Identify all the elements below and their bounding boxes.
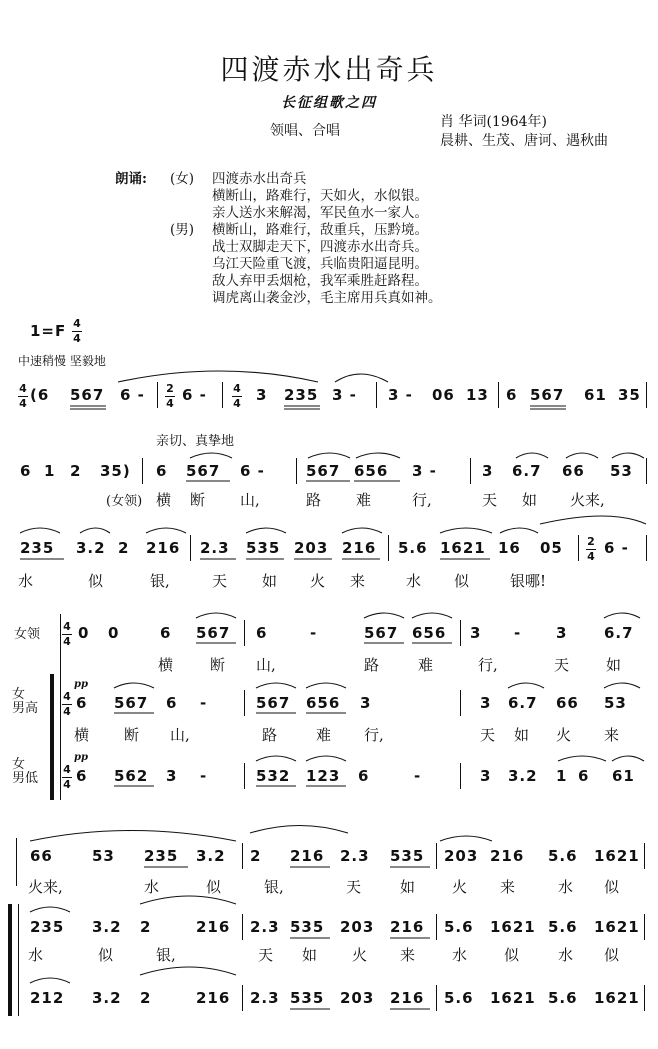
lyric: 难 (418, 656, 434, 674)
lyric: 火 (556, 726, 572, 744)
time-change: 4 4 (233, 382, 241, 410)
lyric: 路 (306, 491, 322, 509)
note-group: 235 (30, 918, 65, 936)
lyric: 天 (212, 572, 228, 590)
key-signature: 1=F (30, 322, 67, 340)
lyric: 天 (258, 946, 274, 964)
note: 6 (358, 767, 370, 785)
note-group: 216 (390, 989, 425, 1007)
note-group: 535 (290, 918, 325, 936)
lyric: 火 (310, 572, 326, 590)
note: 1 (556, 767, 568, 785)
note-group: 656 (306, 694, 341, 712)
note-group: 203 (340, 989, 375, 1007)
note-group: 203 (444, 847, 479, 865)
note: 3 (480, 767, 492, 785)
note-group: 535 (390, 847, 425, 865)
note: 3 (256, 386, 268, 404)
note-group: 203 (294, 539, 329, 557)
note-group: 567 (306, 462, 341, 480)
note-group: 3.2 (196, 847, 226, 865)
lyric: 火 (452, 878, 468, 896)
lyric: 火来, (570, 491, 605, 509)
note: 3 (556, 624, 568, 642)
lyric: 来 (500, 878, 516, 896)
note-group: 3.2 (76, 539, 106, 557)
note-group: 1621 (440, 539, 486, 557)
lyric: 似 (88, 572, 104, 590)
note: 2 (118, 539, 130, 557)
expression-marking: 亲切、真挚地 (156, 434, 235, 449)
lyric: 如 (400, 878, 416, 896)
note: 6 (156, 462, 168, 480)
lyric: 如 (302, 946, 318, 964)
lyric: 水 (28, 946, 44, 964)
note-group: 567 (364, 624, 399, 642)
recitation-label: 朗诵: (115, 171, 147, 187)
lyric: 如 (262, 572, 278, 590)
note-group: 216 (146, 539, 181, 557)
recitation-line: 横断山，路难行，天如火，水似银。 (212, 188, 428, 204)
dynamic-marking: pp (74, 679, 88, 690)
lyric: 如 (514, 726, 530, 744)
note: 2 (70, 462, 82, 480)
note-group: 216 (290, 847, 325, 865)
song-subtitle: 长征组歌之四 (281, 95, 377, 111)
lyric: 似 (98, 946, 114, 964)
note: - (414, 767, 422, 785)
lyric: 水 (558, 878, 574, 896)
lyric: 难 (316, 726, 332, 744)
note: 6 - (120, 386, 145, 404)
lyric: 横 (74, 726, 90, 744)
note-group: 6.7 (508, 694, 538, 712)
lyric: 似 (454, 572, 470, 590)
recitation-line: 亲人送水来解渴，军民鱼水一家人。 (212, 205, 428, 221)
note: 3 (166, 767, 178, 785)
note-group: 16 (498, 539, 521, 557)
note-group: 35) (100, 462, 131, 480)
lyric: 火 (352, 946, 368, 964)
note-group: 1621 (594, 847, 640, 865)
note: 3 - (412, 462, 437, 480)
lyricist-credit: 肖 华词(1964年) (440, 114, 548, 130)
lyric: 银, (264, 878, 284, 896)
note-group: 216 (342, 539, 377, 557)
note: 0 (78, 624, 90, 642)
lyric-tag: (女领) (106, 494, 143, 509)
lyric: 断 (190, 491, 206, 509)
recitation-line: 横断山，路难行，敌重兵，压黔境。 (212, 222, 428, 238)
note: 6 (20, 462, 32, 480)
note: - (310, 624, 318, 642)
lyric: 来 (400, 946, 416, 964)
recitation-line: 战士双脚走天下，四渡赤水出奇兵。 (212, 239, 428, 255)
note-group: 2.3 (250, 918, 280, 936)
lyric: 水 (406, 572, 422, 590)
note: 3 (482, 462, 494, 480)
note: 6 (166, 694, 178, 712)
lyric: 山, (170, 726, 190, 744)
note-group: 567 (70, 386, 105, 404)
recitation-line: 调虎离山袭金沙，毛主席用兵真如神。 (212, 290, 442, 306)
note-group: 5.6 (548, 847, 578, 865)
note-group: 567 (530, 386, 565, 404)
lyric: 如 (606, 656, 622, 674)
lyric: 天 (346, 878, 362, 896)
note-group: 2.3 (200, 539, 230, 557)
note-group: 05 (540, 539, 563, 557)
lyric: 难 (356, 491, 372, 509)
note-group: 66 (30, 847, 53, 865)
note: - (514, 624, 522, 642)
note: 6 (578, 767, 590, 785)
note: 1 (44, 462, 56, 480)
note-group: 5.6 (444, 918, 474, 936)
lyric: 行, (412, 491, 432, 509)
note-group: 216 (490, 847, 525, 865)
note-group: 06 (432, 386, 455, 404)
note-group: 3.2 (508, 767, 538, 785)
note-group: 535 (246, 539, 281, 557)
recitation-line: 四渡赤水出奇兵 (212, 171, 307, 187)
lyric: 水 (18, 572, 34, 590)
note-group: 3.2 (92, 989, 122, 1007)
note-group: 532 (256, 767, 291, 785)
note: - (200, 694, 208, 712)
time-signature-top: 4 (73, 317, 81, 330)
note: 6 (76, 694, 88, 712)
note: (6 (30, 386, 50, 404)
note-group: 1621 (490, 989, 536, 1007)
note-group: 235 (20, 539, 55, 557)
lyric: 行, (364, 726, 384, 744)
note-group: 123 (306, 767, 341, 785)
lyric: 天 (482, 491, 498, 509)
note: 2 (250, 847, 262, 865)
time-signature: 4 4 (63, 620, 71, 648)
lyric: 来 (604, 726, 620, 744)
lyric: 如 (522, 491, 538, 509)
note: 3 - (388, 386, 413, 404)
song-title: 四渡赤水出奇兵 (220, 53, 438, 86)
note-group: 203 (340, 918, 375, 936)
note-group: 535 (290, 989, 325, 1007)
lyric: 银, (150, 572, 170, 590)
lyric: 天 (554, 656, 570, 674)
note-group: 53 (92, 847, 115, 865)
lyric: 断 (210, 656, 226, 674)
note-group: 5.6 (548, 918, 578, 936)
note-group: 35 (618, 386, 641, 404)
note: 2 (140, 918, 152, 936)
lyric: 断 (124, 726, 140, 744)
note: 3 - (332, 386, 357, 404)
note-group: 212 (30, 989, 65, 1007)
note-group: 567 (186, 462, 221, 480)
note-group: 5.6 (444, 989, 474, 1007)
lyric: 路 (262, 726, 278, 744)
note-group: 562 (114, 767, 149, 785)
note: 6 - (240, 462, 265, 480)
composer-credit: 晨耕、生茂、唐诃、遇秋曲 (440, 133, 608, 149)
note-group: 656 (354, 462, 389, 480)
note: 0 (108, 624, 120, 642)
note-group: 1621 (594, 989, 640, 1007)
note-group: 1621 (594, 918, 640, 936)
note: 6 (160, 624, 172, 642)
note-group: 656 (412, 624, 447, 642)
note-group: 2.3 (250, 989, 280, 1007)
lyric: 似 (604, 878, 620, 896)
note: 6 - (604, 539, 629, 557)
note-group: 216 (390, 918, 425, 936)
time-change: 2 4 (166, 382, 174, 410)
note-group: 53 (610, 462, 633, 480)
lyric: 横 (156, 491, 172, 509)
lyric: 天 (480, 726, 496, 744)
note-group: 1621 (490, 918, 536, 936)
note: 6 (76, 767, 88, 785)
note: - (200, 767, 208, 785)
lyric: 似 (504, 946, 520, 964)
lyric: 路 (364, 656, 380, 674)
note-group: 2.3 (340, 847, 370, 865)
lyric: 行, (478, 656, 498, 674)
lyric: 水 (452, 946, 468, 964)
note: 2 (140, 989, 152, 1007)
lyric: 水 (558, 946, 574, 964)
time-signature: 4 4 (63, 763, 71, 791)
note: 3 (360, 694, 372, 712)
part-label-low: 女 男低 (12, 757, 39, 786)
lyric: 银, (156, 946, 176, 964)
note-group: 216 (196, 918, 231, 936)
lyric: 似 (604, 946, 620, 964)
note-group: 13 (466, 386, 489, 404)
lyric: 山, (256, 656, 276, 674)
note: 6 (506, 386, 518, 404)
dynamic-marking: pp (74, 752, 88, 763)
lyric: 来 (350, 572, 366, 590)
note-group: 61 (612, 767, 635, 785)
note-group: 3.2 (92, 918, 122, 936)
note-group: 235 (284, 386, 319, 404)
note: 3 (470, 624, 482, 642)
note-group: 216 (196, 989, 231, 1007)
tempo-marking: 中速稍慢 坚毅地 (18, 354, 106, 368)
note-group: 6.7 (512, 462, 542, 480)
note-group: 567 (256, 694, 291, 712)
note-group: 567 (196, 624, 231, 642)
note-group: 5.6 (548, 989, 578, 1007)
note: 3 (480, 694, 492, 712)
lyric: 山, (240, 491, 260, 509)
note-group: 53 (604, 694, 627, 712)
time-signature: 4 4 (63, 690, 71, 718)
time-change: 2 4 (587, 535, 595, 563)
time-signature-bottom: 4 (73, 332, 81, 345)
note-group: 66 (556, 694, 579, 712)
lyric: 似 (206, 878, 222, 896)
note-group: 567 (114, 694, 149, 712)
note-group: 66 (562, 462, 585, 480)
lyric: 横 (158, 656, 174, 674)
recitation-female-tag: (女) (170, 171, 195, 187)
part-label-high: 女 男高 (12, 687, 39, 716)
system1-time-signature: 4 4 (19, 382, 27, 410)
note-group: 6.7 (604, 624, 634, 642)
performers: 领唱、合唱 (270, 123, 340, 139)
recitation-line: 乌江天险重飞渡，兵临贵阳逼昆明。 (212, 256, 428, 272)
lyric: 水 (144, 878, 160, 896)
recitation-male-tag: (男) (170, 222, 195, 238)
part-label-female-lead: 女领 (14, 627, 41, 642)
note-group: 235 (144, 847, 179, 865)
lyric: 火来, (28, 878, 63, 896)
note-group: 5.6 (398, 539, 428, 557)
note: 6 (256, 624, 268, 642)
note: 6 - (182, 386, 207, 404)
note-group: 61 (584, 386, 607, 404)
recitation-line: 敌人弃甲丢烟枪，我军乘胜赶路程。 (212, 273, 428, 289)
lyric: 银哪! (510, 572, 547, 590)
